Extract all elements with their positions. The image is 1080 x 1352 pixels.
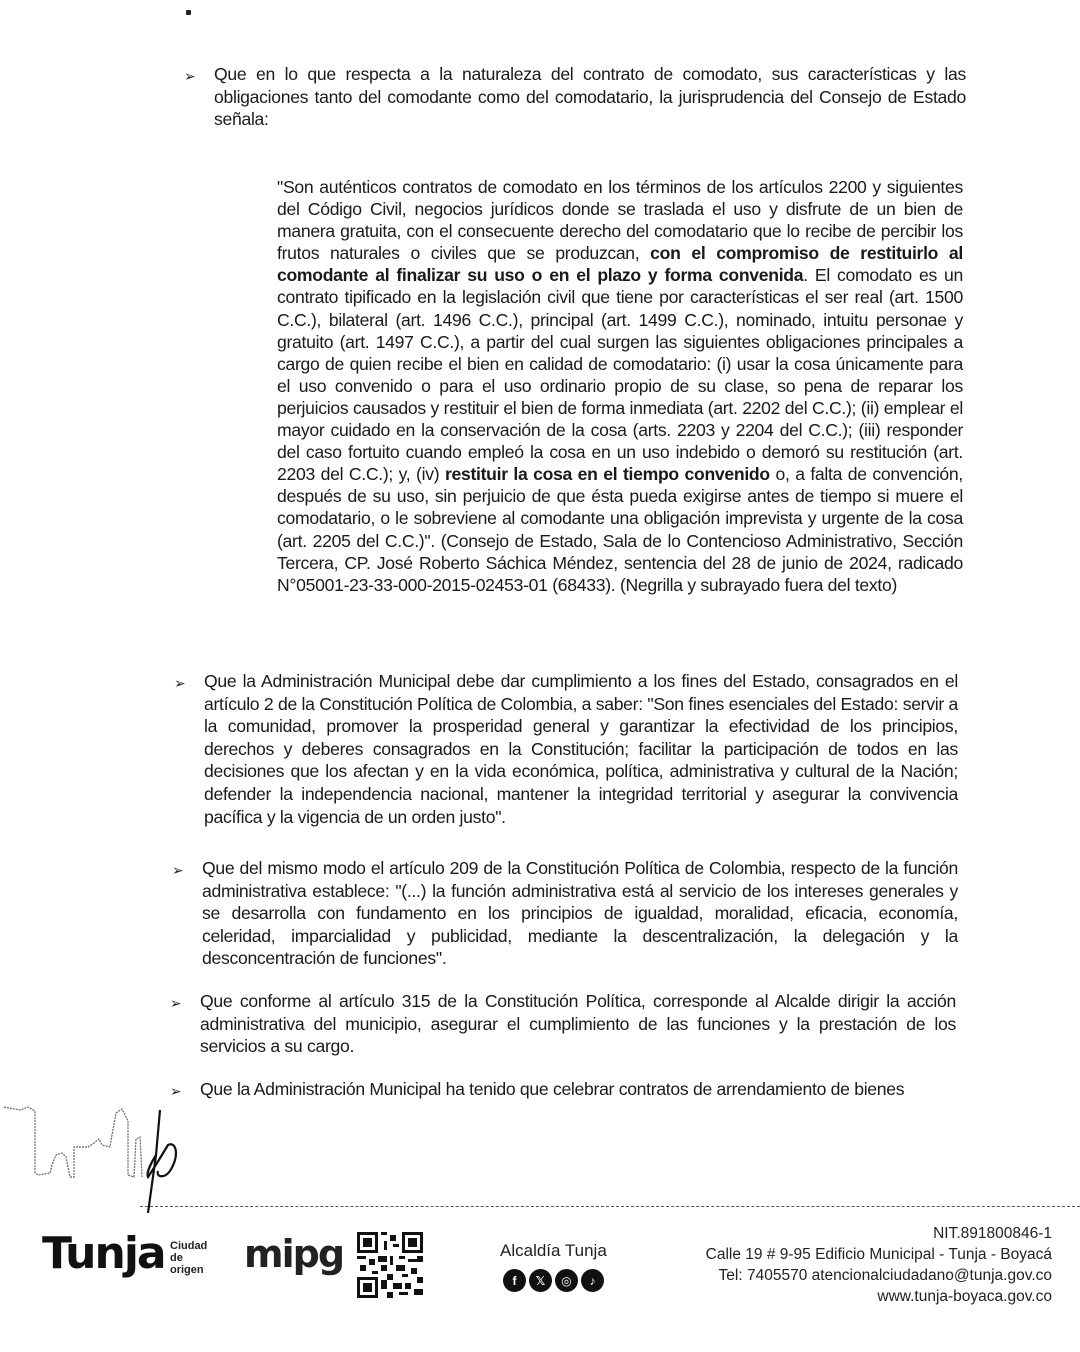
- tunja-logo-word: Tunja: [42, 1228, 165, 1279]
- address: Calle 19 # 9-95 Edificio Municipal - Tunja - Boyacá: [705, 1246, 1052, 1263]
- bullet-intro: [184, 63, 966, 131]
- bullet-text: Que la Administración Municipal ha tenido que celebrar contratos de arrendamiento de bienes: [200, 1079, 905, 1099]
- bullet-articulo-315: [170, 990, 956, 1058]
- qr-code[interactable]: [357, 1232, 423, 1298]
- facebook-icon[interactable]: f: [503, 1269, 526, 1292]
- bullet-fines-estado: [174, 670, 960, 828]
- bullet-arrow-icon: ➢: [170, 995, 182, 1011]
- instagram-icon[interactable]: ◎: [555, 1269, 578, 1292]
- phone-email: Tel: 7405570 atencionalciudadano@tunja.gov.co: [718, 1267, 1052, 1284]
- tunja-logo: [42, 1228, 208, 1279]
- contact-info: [706, 1223, 1052, 1307]
- quote-text: . El comodato es un contrato tipificado en la legislación civil que tiene por características el ser real (art. 1500 C.C.), bilateral (art. 1496 C.C.), principal (art. 1499 C.C.), nominado, intuitu personae y gratuito (art. 1497 C.C.), a partir del cual surgen las siguientes obligaciones principales a cargo de quien recibe el bien en calidad de comodatario: (i) usar la cosa únicamente para el uso convenido o para el uso ordinario propio de su clase, so pena de reparar los perjuicios causados y restituir el bien de forma inmediata (art. 2202 del C.C.); (ii) emplear el mayor cuidado en la conservación de la cosa (arts. 2203 y 2204 del C.C.); (iii) responder del caso fortuito cuando empleó la cosa en un uso indebido o demoró su restitución (art. 2203 del C.C.); y, (iv): [277, 265, 963, 485]
- bullet-arrow-icon: ➢: [174, 675, 186, 691]
- bullet-arrow-icon: ➢: [170, 1083, 182, 1099]
- bullet-text: Que la Administración Municipal debe dar cumplimiento a los fines del Estado, consagrados en el artículo 2 de la Constitución Política de Colombia, a saber: "Son fines esenciales del Estado: servir a la comunidad, promover la prosperidad general y garantizar la efectividad de los principios, derechos y deberes consagrados en la Constitución; facilitar la participación de todos en las decisiones que los afectan y en la vida económica, política, administrativa y cultural de la Nación; defender la independencia nacional, mantener la integridad territorial y asegurar la convivencia pacífica y la vigencia de un orden justo".: [204, 671, 958, 827]
- scan-mark: [186, 10, 191, 15]
- jurisprudence-quote: [277, 176, 963, 596]
- quote-bold: restituir la cosa en el tiempo convenido: [444, 464, 770, 485]
- quote-text: "Son auténticos contratos de comodato en los términos de los artículos 2200 y siguientes del Código Civil, negocios jurídicos donde se traslada el uso y disfrute de un bien de manera gratuita, con el consecuente derecho del comodatario que lo recibe de percibir los frutos naturales o civiles que se produzcan,: [277, 177, 963, 264]
- bullet-arrow-icon: ➢: [184, 68, 196, 84]
- bullet-text: Que en lo que respecta a la naturaleza del contrato de comodato, sus características y las obligaciones tanto del comodante como del comodatario, la jurisprudencia del Consejo de Estado señala:: [214, 64, 966, 130]
- website-link[interactable]: www.tunja-boyaca.gov.co: [877, 1288, 1052, 1305]
- quote-text: o, a falta de convención, después de su uso, sin perjuicio de que ésta pueda exigirse antes de tiempo si muere el comodatario, o le sobreviene al comodante una obligación imprevista y urgente de la cosa (art. 2205 del C.C.)". (Consejo de Estado, Sala de lo Contencioso Administrativo, Sección Tercera, CP. José Roberto Sáchica Méndez, sentencia del 28 de junio de 2024, radicado N°05001-23-33-000-2015-02453-01 (68433). (Negrilla y subrayado fuera del texto): [277, 464, 963, 595]
- mipg-logo: mipg: [244, 1232, 344, 1276]
- bullet-text: Que conforme al artículo 315 de la Constitución Política, corresponde al Alcalde dirigir la acción administrativa del municipio, asegurar el cumplimiento de las funciones y la prestación de los servicios a su cargo.: [200, 991, 956, 1057]
- social-icons: [503, 1269, 604, 1292]
- bullet-arrow-icon: ➢: [172, 862, 184, 878]
- tiktok-icon[interactable]: ♪: [581, 1269, 604, 1292]
- bullet-articulo-209: [172, 857, 958, 970]
- alcaldia-label: Alcaldía Tunja: [500, 1241, 607, 1260]
- tagline-line-1: Ciudad: [170, 1240, 208, 1252]
- nit: NIT.891800846-1: [933, 1225, 1052, 1242]
- footer-divider: [140, 1206, 1080, 1207]
- tagline-line-2: de origen: [170, 1252, 204, 1276]
- quote-bold: con el compromiso de restituirlo al comodante al finalizar su uso o en el plazo y forma convenida: [277, 243, 963, 286]
- bullet-text: Que del mismo modo el artículo 209 de la Constitución Política de Colombia, respecto de la función administrativa establece: "(...) la función administrativa está al servicio de los intereses generales y se desarrolla con fundamento en los principios de igualdad, moralidad, eficacia, economía, celeridad, imparcialidad y publicidad, mediante la descentralización, la delegación y la desconcentración de funciones".: [202, 858, 958, 969]
- x-icon[interactable]: 𝕏: [529, 1269, 552, 1292]
- tunja-logo-tagline: [170, 1240, 207, 1276]
